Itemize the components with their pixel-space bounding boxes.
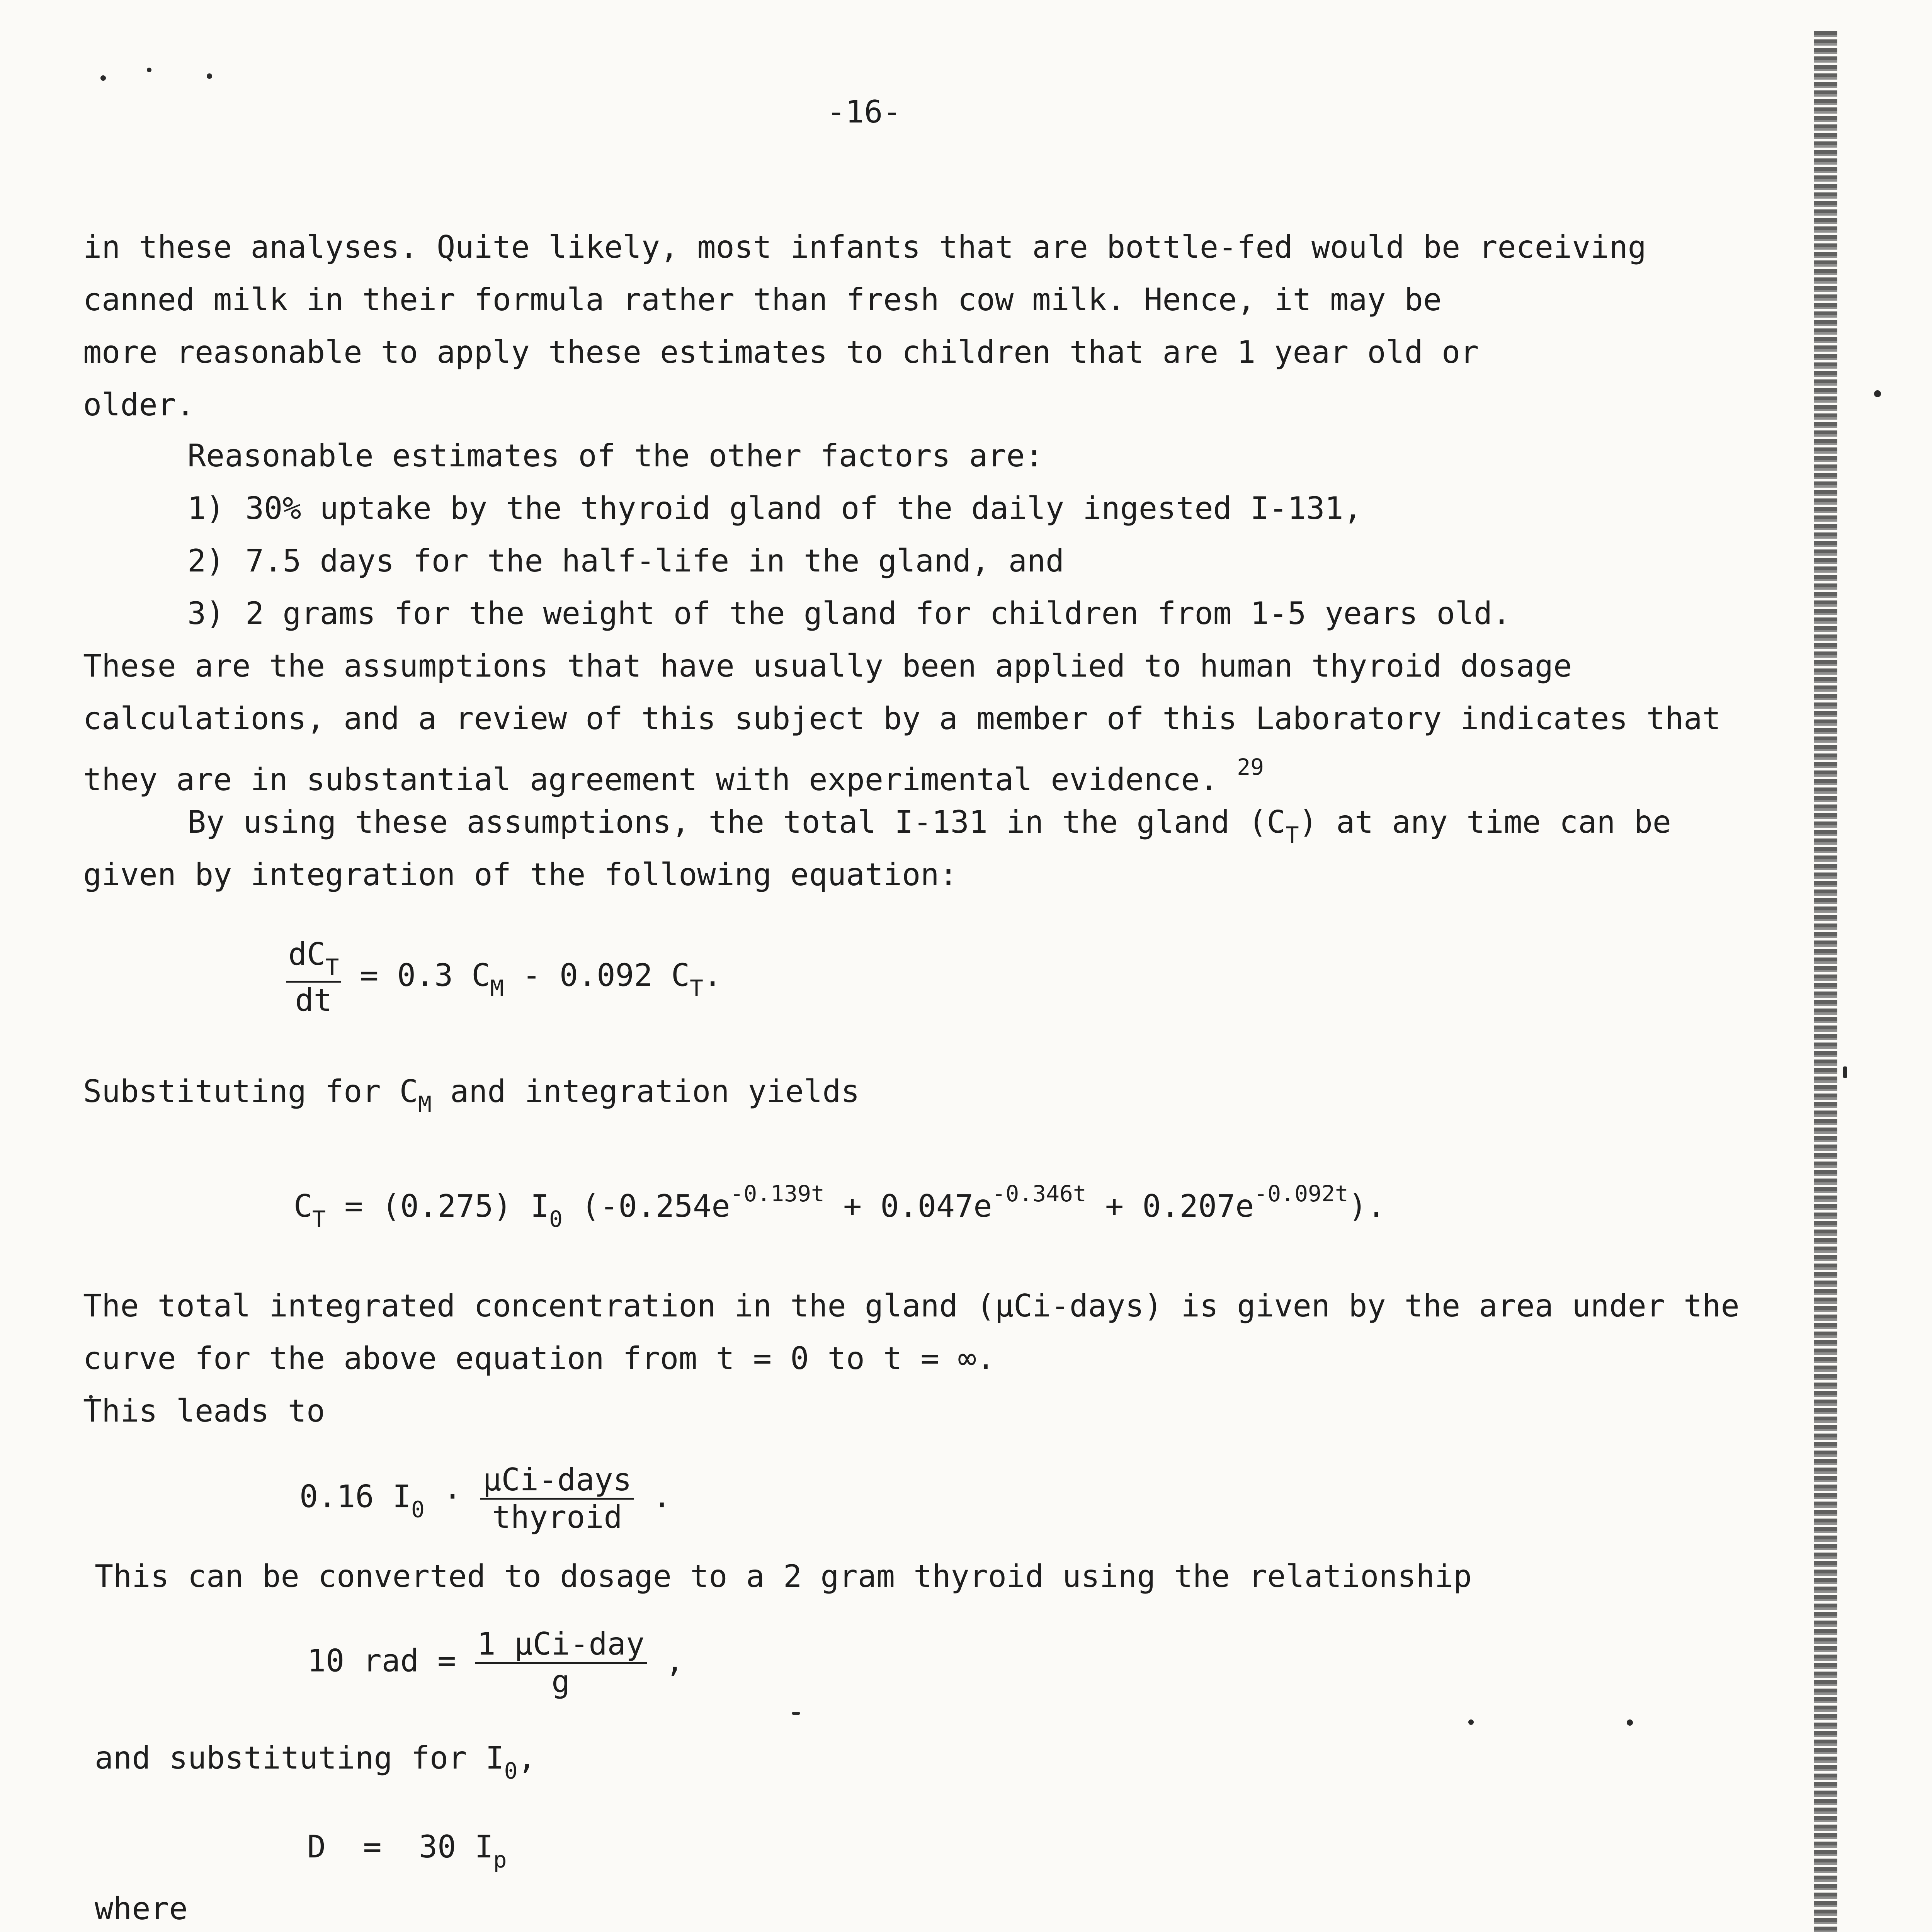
text-line bbox=[95, 1740, 536, 1784]
scan-speck bbox=[1468, 1719, 1474, 1725]
numerator: 1 µCi-day bbox=[475, 1629, 647, 1664]
subscript: 0 bbox=[504, 1758, 518, 1784]
text-line: This can be converted to dosage to a 2 gram thyroid using the relationship bbox=[95, 1558, 1472, 1594]
equation-1 bbox=[286, 936, 722, 1018]
term: 0.3 C bbox=[397, 957, 490, 993]
term: - 0.092 C bbox=[503, 957, 690, 993]
fraction bbox=[475, 1626, 647, 1699]
term: + 0.207e bbox=[1086, 1188, 1254, 1224]
term: + 0.047e bbox=[824, 1188, 992, 1224]
scan-speck bbox=[792, 1712, 800, 1715]
subscript: p bbox=[493, 1847, 507, 1873]
list-item-number: 1) bbox=[187, 490, 225, 526]
text-line: more reasonable to apply these estimates to children that are 1 year old or bbox=[83, 334, 1479, 370]
scan-speck bbox=[207, 73, 212, 79]
text-line: curve for the above equation from t = 0 to t = ∞. bbox=[83, 1340, 995, 1376]
term: (-0.254e bbox=[563, 1188, 730, 1224]
symbol: D bbox=[307, 1829, 326, 1865]
equation-5 bbox=[307, 1829, 507, 1873]
punctuation: . bbox=[652, 1478, 672, 1515]
punctuation: . bbox=[703, 957, 722, 993]
reference-superscript: 29 bbox=[1237, 754, 1264, 780]
denominator: thyroid bbox=[492, 1499, 622, 1535]
fraction bbox=[286, 936, 341, 1018]
scan-speck bbox=[1627, 1719, 1633, 1726]
text-line bbox=[83, 754, 1264, 798]
list-item: 7.5 days for the half-life in the gland, and bbox=[245, 543, 1065, 579]
denominator: g bbox=[551, 1663, 570, 1699]
subscript: M bbox=[490, 975, 504, 1002]
scan-speck bbox=[100, 75, 106, 81]
scan-edge-strip bbox=[1814, 31, 1837, 1932]
punctuation: ). bbox=[1348, 1188, 1386, 1224]
text-line: canned milk in their formula rather than fresh cow milk. Hence, it may be bbox=[83, 282, 1442, 318]
equals-sign: = bbox=[363, 1829, 382, 1865]
operator: · bbox=[443, 1478, 462, 1515]
equation-2 bbox=[294, 1182, 1386, 1230]
text-line bbox=[83, 1073, 860, 1117]
punctuation: , bbox=[665, 1643, 684, 1679]
numerator bbox=[286, 936, 341, 983]
factors-intro: Reasonable estimates of the other factors are: bbox=[187, 438, 1044, 474]
text-run: and substituting for I bbox=[95, 1740, 504, 1776]
denominator: dt bbox=[295, 982, 332, 1018]
term: 10 rad bbox=[307, 1643, 419, 1679]
text-line: older. bbox=[83, 387, 195, 423]
text-run: By using these assumptions, the total I-131 in the gland (C bbox=[187, 804, 1286, 840]
term: (0.275) I bbox=[381, 1188, 549, 1224]
text-line bbox=[187, 804, 1671, 848]
equals-sign: = bbox=[360, 957, 379, 993]
fraction bbox=[480, 1464, 634, 1533]
equals-sign: = bbox=[437, 1643, 456, 1679]
page-number: -16- bbox=[827, 94, 901, 130]
scan-speck bbox=[147, 68, 151, 72]
equation-3 bbox=[299, 1464, 671, 1533]
text-line: given by integration of the following equation: bbox=[83, 857, 958, 893]
equation-4 bbox=[307, 1626, 684, 1699]
term: 0.16 I bbox=[299, 1478, 411, 1515]
numerator: µCi-days bbox=[480, 1464, 634, 1500]
text-line: This leads to bbox=[83, 1393, 325, 1429]
exponent: -0.139t bbox=[730, 1180, 825, 1207]
text-run: , bbox=[517, 1740, 536, 1776]
subscript: 0 bbox=[549, 1206, 563, 1232]
text-run: and integration yields bbox=[431, 1073, 860, 1109]
subscript: T bbox=[312, 1206, 326, 1232]
symbol: C bbox=[294, 1188, 313, 1224]
subscript: T bbox=[1285, 822, 1299, 848]
exponent: -0.092t bbox=[1254, 1180, 1349, 1207]
text-line: calculations, and a review of this subject by a member of this Laboratory indicates that bbox=[83, 701, 1721, 736]
text-line: where bbox=[95, 1891, 188, 1927]
text-line: in these analyses. Quite likely, most infants that are bottle-fed would be receiving bbox=[83, 229, 1646, 265]
term: 30 I bbox=[419, 1829, 493, 1865]
scan-speck bbox=[1874, 390, 1881, 397]
subscript: 0 bbox=[411, 1496, 425, 1523]
exponent: -0.346t bbox=[992, 1180, 1087, 1207]
text-line: These are the assumptions that have usually been applied to human thyroid dosage bbox=[83, 648, 1572, 684]
list-item-number: 2) bbox=[187, 543, 225, 579]
symbol: dC bbox=[288, 936, 326, 972]
subscript: M bbox=[418, 1091, 432, 1117]
list-item-number: 3) bbox=[187, 595, 225, 631]
text-run: Substituting for C bbox=[83, 1073, 418, 1109]
list-item: 2 grams for the weight of the gland for children from 1-5 years old. bbox=[245, 595, 1511, 631]
subscript: T bbox=[690, 975, 704, 1002]
subscript: T bbox=[325, 954, 339, 980]
text-run: ) at any time can be bbox=[1299, 804, 1671, 840]
list-item: 30% uptake by the thyroid gland of the daily ingested I-131, bbox=[245, 490, 1362, 526]
equals-sign: = bbox=[344, 1188, 363, 1224]
text-line: The total integrated concentration in the gland (µCi-days) is given by the area under the bbox=[83, 1288, 1740, 1324]
scan-speck bbox=[1843, 1066, 1847, 1078]
text-run: they are in substantial agreement with experimental evidence. bbox=[83, 762, 1219, 798]
